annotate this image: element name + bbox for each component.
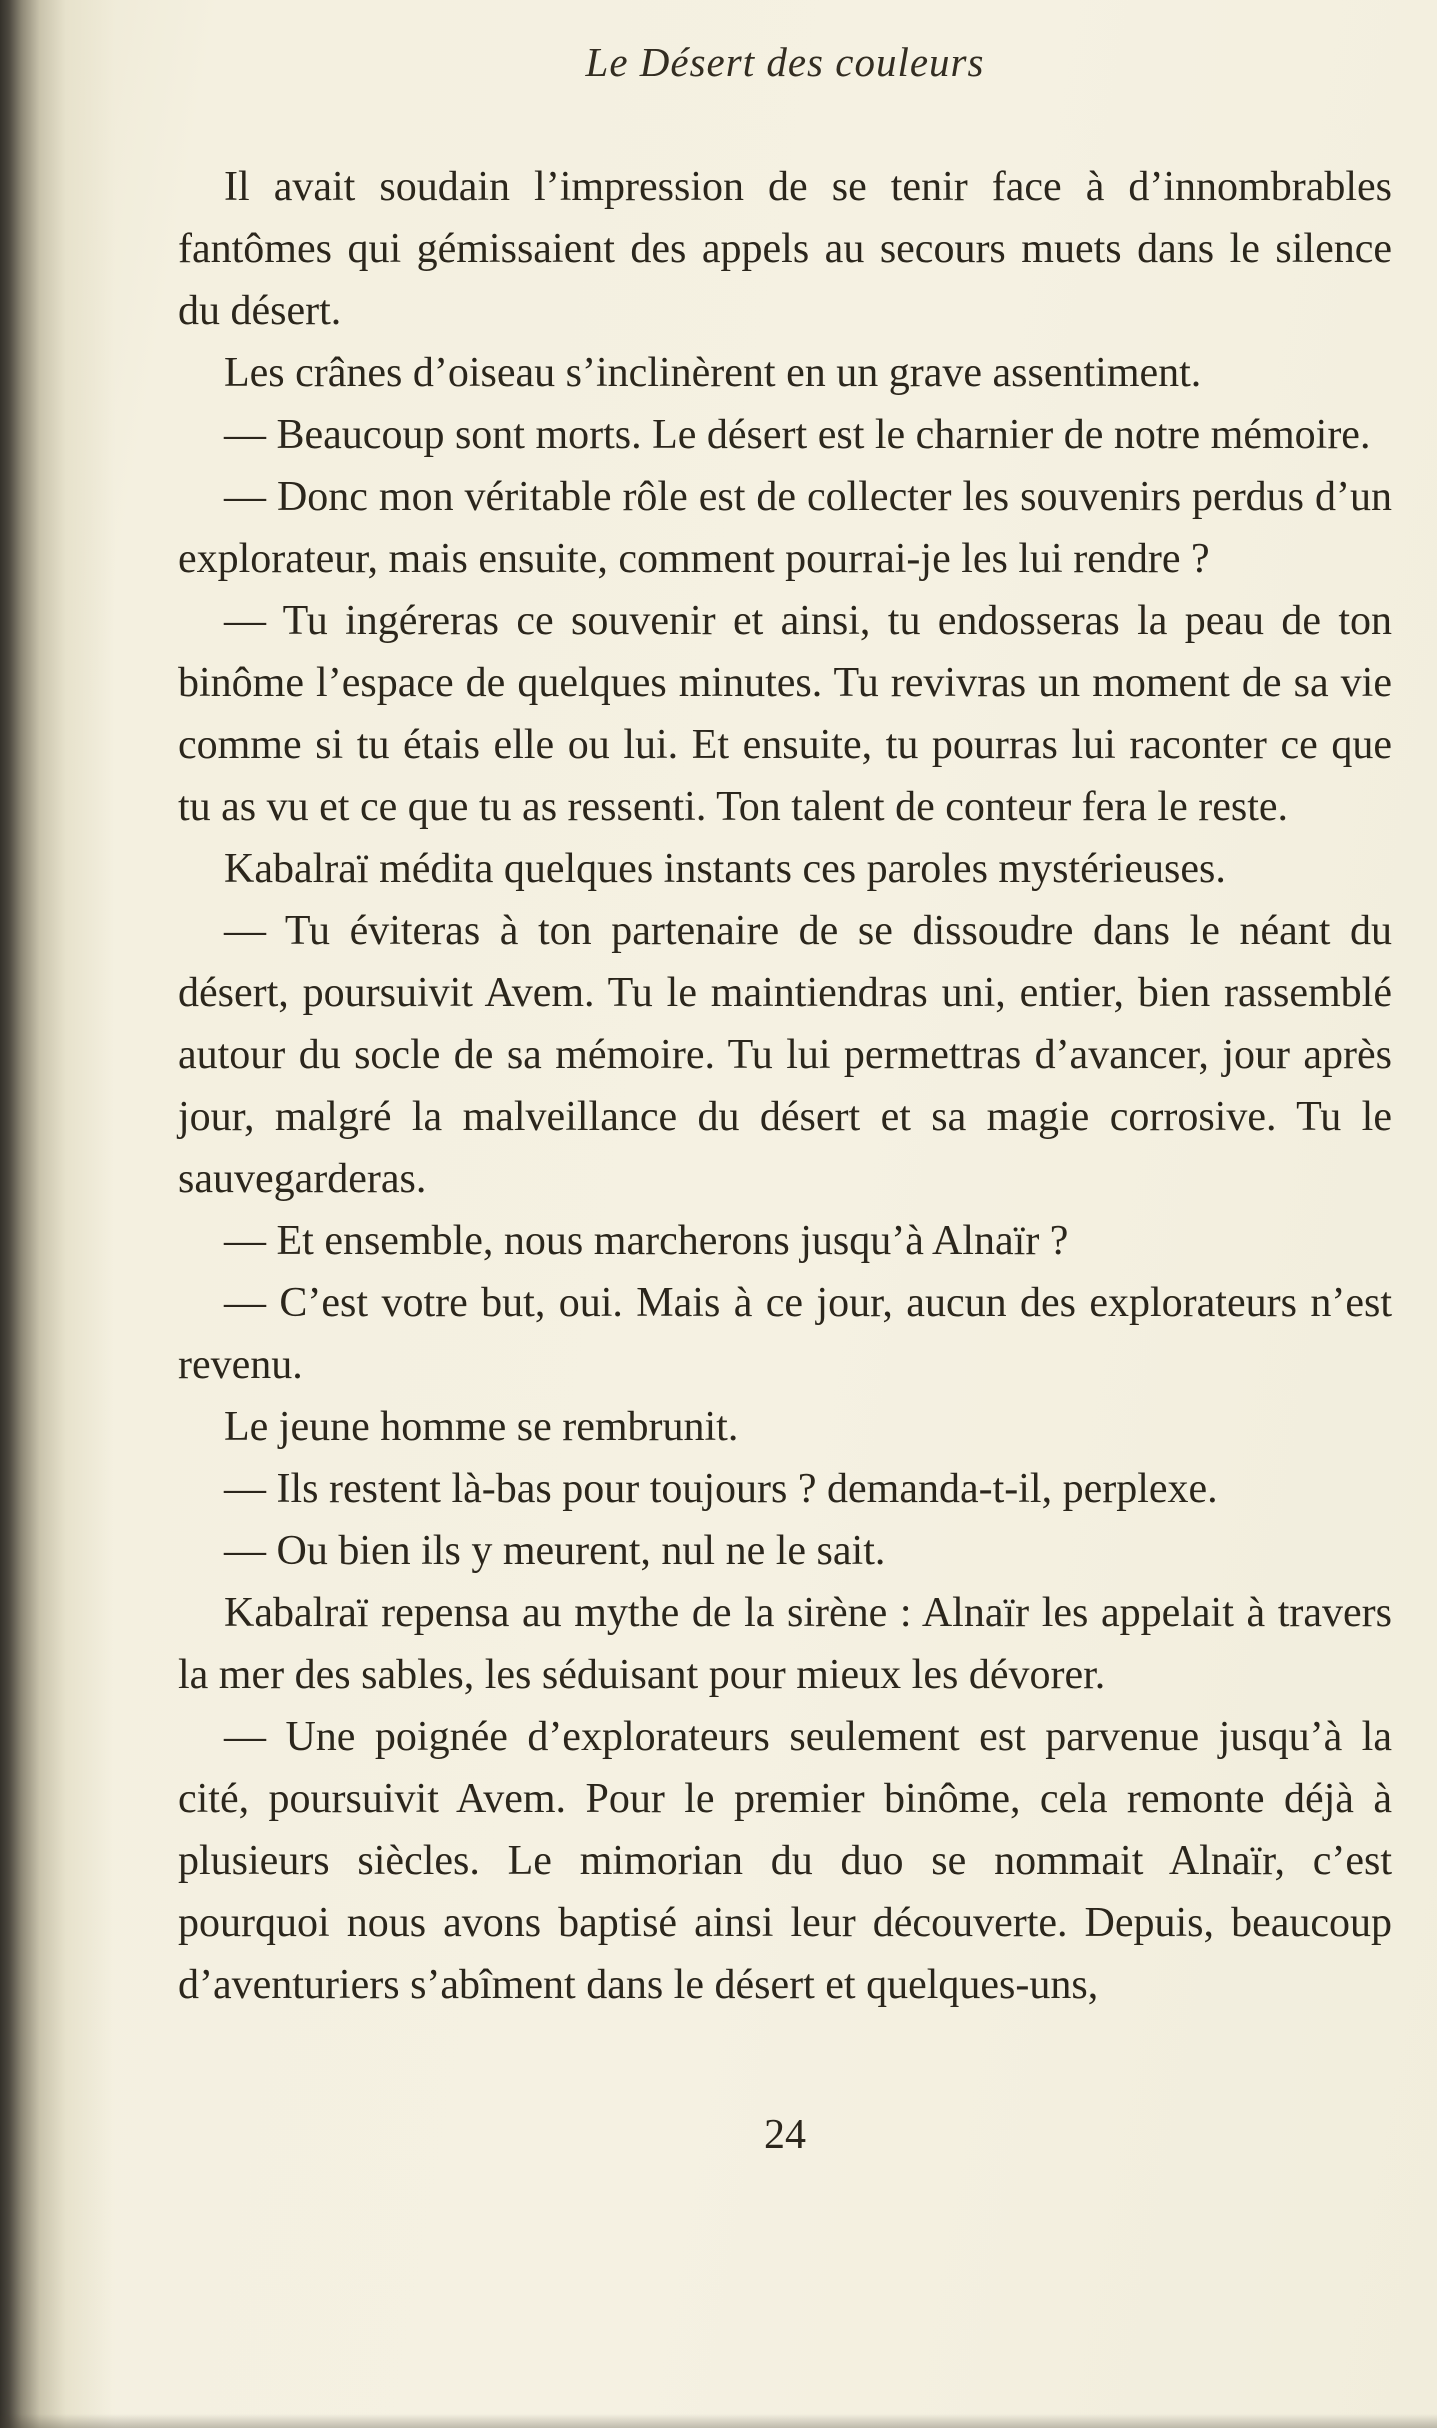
paragraph: Kabalraï médita quelques instants ces paroles mystérieuses.	[224, 846, 1226, 892]
paragraph: — Ou bien ils y meurent, nul ne le sait.	[224, 1528, 886, 1574]
paragraph: — Tu ingéreras ce souvenir et ainsi, tu endosseras la peau de ton binôme l’espace de quelques minutes. Tu revivras un moment de sa vie comme si tu étais elle ou lui. Et ensuite, tu pourras lui raconter ce que tu as vu et ce que tu as ressenti. Ton talent de conteur fera le reste.	[178, 598, 1392, 830]
paragraph: — Tu éviteras à ton partenaire de se dissoudre dans le néant du désert, poursuivit Avem. Tu le maintiendras uni, entier, bien rassemblé autour du socle de sa mémoire. Tu lui permettras d’avancer, jour après jour, malgré la malveillance du désert et sa magie corrosive. Tu le sauvegarderas.	[178, 908, 1392, 1202]
paragraph: Kabalraï repensa au mythe de la sirène : Alnaïr les appelait à travers la mer des sables, les séduisant pour mieux les dévorer.	[178, 1590, 1392, 1698]
page-number: 24	[764, 2112, 806, 2158]
paragraph: — Ils restent là-bas pour toujours ? demanda-t-il, perplexe.	[224, 1466, 1218, 1512]
paragraph: — Beaucoup sont morts. Le désert est le charnier de notre mémoire.	[224, 412, 1371, 458]
page-edge-shadow	[0, 0, 115, 2428]
paragraph: — Et ensemble, nous marcherons jusqu’à Alnaïr ?	[224, 1218, 1069, 1264]
paragraph: Il avait soudain l’impression de se tenir face à d’innombrables fantômes qui gémissaient des appels au secours muets dans le silence du désert.	[178, 164, 1392, 334]
page-bottom-shadow	[0, 2414, 1437, 2428]
paragraph: — Donc mon véritable rôle est de collecter les souvenirs perdus d’un explorateur, mais ensuite, comment pourrai-je les lui rendre ?	[178, 474, 1392, 582]
running-head: Le Désert des couleurs	[585, 39, 985, 85]
paragraph: — C’est votre but, oui. Mais à ce jour, aucun des explorateurs n’est revenu.	[178, 1280, 1392, 1388]
paragraph: — Une poignée d’explorateurs seulement est parvenue jusqu’à la cité, poursuivit Avem. Pour le premier binôme, cela remonte déjà à plusieurs siècles. Le mimorian du duo se nommait Alnaïr, c’est pourquoi nous avons baptisé ainsi leur découverte. Depuis, beaucoup d’aventuriers s’abîment dans le désert et quelques-uns,	[178, 1714, 1392, 2008]
page-body	[178, 156, 1392, 2016]
paragraph: Les crânes d’oiseau s’inclinèrent en un grave assentiment.	[224, 350, 1202, 396]
paragraph: Le jeune homme se rembrunit.	[224, 1404, 739, 1450]
page-content	[178, 0, 1392, 2159]
